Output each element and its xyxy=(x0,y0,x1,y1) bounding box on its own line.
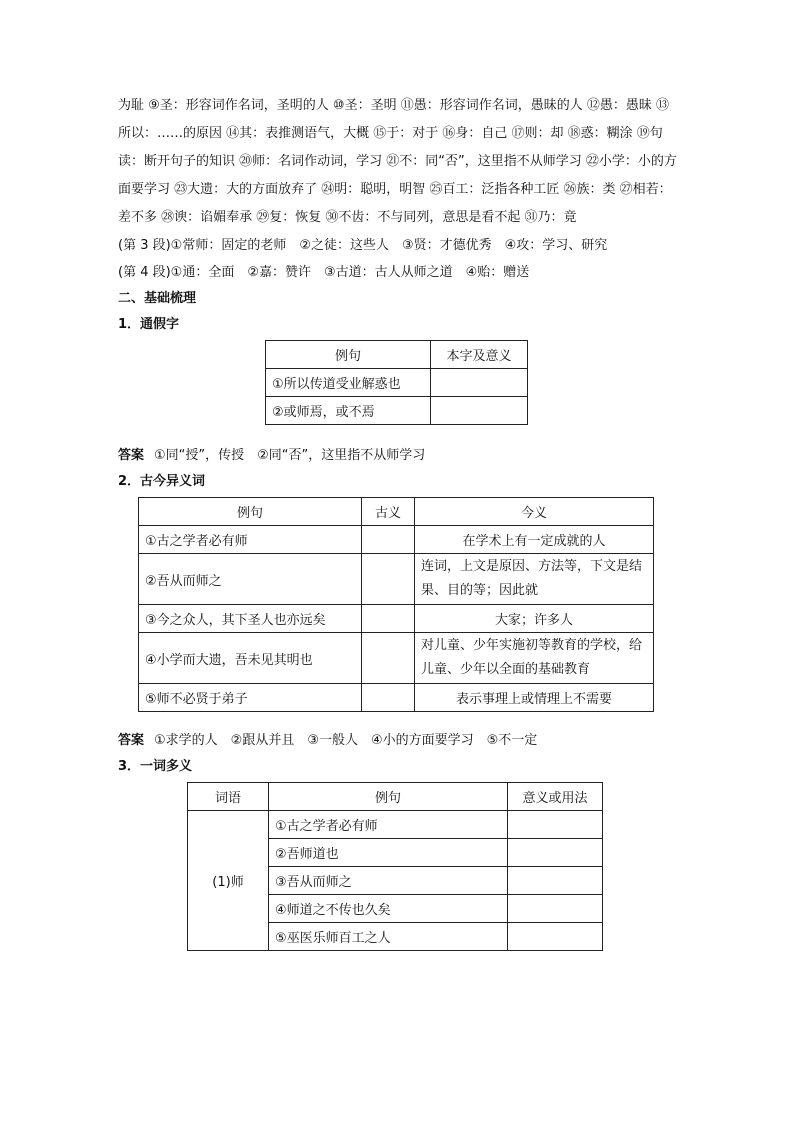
document-page xyxy=(118,92,678,951)
table-cell: ②吾从而师之 xyxy=(139,554,362,605)
table-cell: ③今之众人，其下圣人也亦远矣 xyxy=(139,605,362,633)
paragraph-3-notes: (第 3 段)①常师：固定的老师 ②之徒：这些人 ③贤：才德优秀 ④攻：学习、研究 xyxy=(118,238,608,253)
annotation-notes: 为耻 ⑨圣：形容词作名词，圣明的人 ⑩圣：圣明 ⑪愚：形容词作名词，愚昧的人 ⑫愚：愚昧 ⑬所以：……的原因 ⑭其：表推测语气，大概 ⑮于：对于 ⑯身：自己 ⑰则：却 ⑱惑：糊涂 ⑲句读：断开句子的知识 ⑳师：名词作动词，学习 ㉑不：同“否”，这里指不从师学习 ㉒小学：小的方面要学习 ㉓大遗：大的方面放弃了 ㉔明：聪明，明智 ㉕百工：泛指各种工匠 ㉖族：类 ㉗相若：差不多 ㉘谀：谄媚奉承 ㉙复：恢复 ㉚不齿：不与同列，意思是看不起 ㉛乃：竟 xyxy=(118,98,677,225)
table-row xyxy=(188,811,603,839)
table-row xyxy=(139,554,654,605)
table-cell xyxy=(508,923,603,951)
yiciduoyi-table xyxy=(187,782,603,951)
table-cell: ④师道之不传也久矣 xyxy=(269,895,508,923)
table-cell: 连词，上文是原因、方法等，下文是结果、目的等；因此就 xyxy=(415,554,654,605)
column-header: 今义 xyxy=(415,498,654,526)
subsection-title-gujinyiyi: 2．古今异义词 xyxy=(118,474,206,489)
table-header-row xyxy=(266,341,528,369)
table-cell: ⑤师不必贤于弟子 xyxy=(139,684,362,712)
table-cell xyxy=(508,811,603,839)
table-cell: ②吾师道也 xyxy=(269,839,508,867)
table-cell xyxy=(508,839,603,867)
gujinyiyi-table xyxy=(138,497,654,712)
column-header: 词语 xyxy=(188,783,269,811)
column-header: 意义或用法 xyxy=(508,783,603,811)
column-header: 古义 xyxy=(362,498,415,526)
table-cell: ①所以传道受业解惑也 xyxy=(266,369,431,397)
subsection-title-tongjiazi: 1．通假字 xyxy=(118,317,180,332)
table-cell: 表示事理上或情理上不需要 xyxy=(415,684,654,712)
column-header: 本字及意义 xyxy=(431,341,528,369)
table-cell xyxy=(431,397,528,425)
table-cell xyxy=(508,867,603,895)
table-row xyxy=(139,605,654,633)
table-cell: ①古之学者必有师 xyxy=(269,811,508,839)
paragraph-4-notes: (第 4 段)①通：全面 ②嘉：赞许 ③古道：古人从师之道 ④贻：赠送 xyxy=(118,265,530,280)
table-cell: 对儿童、少年实施初等教育的学校，给儿童、少年以全面的基础教育 xyxy=(415,633,654,684)
table-row xyxy=(139,633,654,684)
table-cell xyxy=(362,684,415,712)
table-cell: ④小学而大遗，吾未见其明也 xyxy=(139,633,362,684)
answer-line-2 xyxy=(118,728,678,754)
answer-label: 答案 xyxy=(118,448,145,463)
column-header: 例句 xyxy=(266,341,431,369)
tongjiazi-table xyxy=(265,340,528,425)
table-cell: ③吾从而师之 xyxy=(269,867,508,895)
table-header-row xyxy=(188,783,603,811)
table-row xyxy=(266,369,528,397)
section-title-basic-review: 二、基础梳理 xyxy=(118,291,197,306)
subsection-title-yiciduoyi: 3．一词多义 xyxy=(118,759,193,774)
answer-label: 答案 xyxy=(118,733,145,748)
table-header-row xyxy=(139,498,654,526)
table-cell xyxy=(362,633,415,684)
answer-line-1 xyxy=(118,443,678,469)
table-cell xyxy=(508,895,603,923)
word-cell: (1)师 xyxy=(188,811,269,951)
table-cell: ⑤巫医乐师百工之人 xyxy=(269,923,508,951)
table-cell: ②或师焉，或不焉 xyxy=(266,397,431,425)
table-cell xyxy=(431,369,528,397)
answer-text: ①求学的人 ②跟从并且 ③一般人 ④小的方面要学习 ⑤不一定 xyxy=(154,733,538,748)
table-row xyxy=(139,526,654,554)
table-cell xyxy=(362,605,415,633)
table-cell: 在学术上有一定成就的人 xyxy=(415,526,654,554)
table-row xyxy=(266,397,528,425)
table-cell xyxy=(362,554,415,605)
table-cell: ①古之学者必有师 xyxy=(139,526,362,554)
table-cell xyxy=(362,526,415,554)
table-cell: 大家；许多人 xyxy=(415,605,654,633)
column-header: 例句 xyxy=(269,783,508,811)
answer-text: ①同“授”，传授 ②同“否”，这里指不从师学习 xyxy=(154,448,426,463)
column-header: 例句 xyxy=(139,498,362,526)
table-row xyxy=(139,684,654,712)
